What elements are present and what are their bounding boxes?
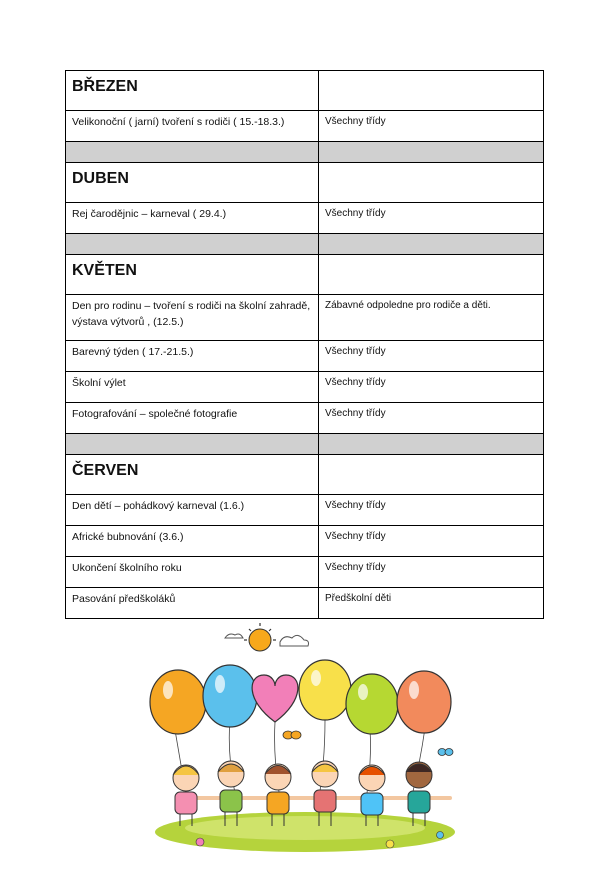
table-row [66, 495, 544, 526]
table-row [66, 111, 544, 142]
balloon-icon [397, 671, 451, 733]
event-description: Rej čarodějnic – karneval ( 29.4.) [66, 203, 319, 234]
event-description: Den dětí – pohádkový karneval (1.6.) [66, 495, 319, 526]
month-empty-cell [319, 163, 544, 203]
event-description: Den pro rodinu – tvoření s rodiči na školní zahradě, výstava výtvorů , (12.5.) [66, 295, 319, 341]
table-row [66, 341, 544, 372]
cloud-icon [225, 634, 243, 638]
event-audience: Všechny třídy [319, 372, 544, 403]
heart-balloon-icon [252, 675, 298, 722]
table-row [66, 403, 544, 434]
cloud-icon [280, 635, 309, 646]
event-audience: Zábavné odpoledne pro rodiče a děti. [319, 295, 544, 341]
month-empty-cell [319, 71, 544, 111]
table-row [66, 295, 544, 341]
butterfly-icon [438, 749, 453, 756]
month-row-june [66, 455, 544, 495]
event-audience: Všechny třídy [319, 403, 544, 434]
month-row-april [66, 163, 544, 203]
sun-icon [244, 623, 276, 651]
event-audience: Všechny třídy [319, 557, 544, 588]
table-row [66, 557, 544, 588]
event-description: Fotografování – společné fotografie [66, 403, 319, 434]
table-row [66, 203, 544, 234]
butterfly-icon [283, 731, 301, 739]
month-title: BŘEZEN [66, 71, 319, 111]
month-empty-cell [319, 255, 544, 295]
balloon-icon [203, 665, 257, 727]
event-audience: Předškolní děti [319, 588, 544, 619]
event-audience: Všechny třídy [319, 341, 544, 372]
month-title: KVĚTEN [66, 255, 319, 295]
month-title: ČERVEN [66, 455, 319, 495]
month-title: DUBEN [66, 163, 319, 203]
separator-row [66, 142, 544, 163]
month-row-march [66, 71, 544, 111]
event-description: Pasování předškoláků [66, 588, 319, 619]
event-description: Školní výlet [66, 372, 319, 403]
event-description: Velikonoční ( jarní) tvoření s rodiči ( 15.-18.3.) [66, 111, 319, 142]
event-description: Africké bubnování (3.6.) [66, 526, 319, 557]
event-audience: Všechny třídy [319, 111, 544, 142]
month-empty-cell [319, 455, 544, 495]
event-audience: Všechny třídy [319, 495, 544, 526]
month-row-may [66, 255, 544, 295]
balloon-icon [150, 670, 206, 734]
table-row [66, 372, 544, 403]
balloon-icon [346, 674, 398, 734]
table-row [66, 526, 544, 557]
event-description: Barevný týden ( 17.-21.5.) [66, 341, 319, 372]
event-audience: Všechny třídy [319, 526, 544, 557]
schedule-table [65, 70, 544, 619]
event-audience: Všechny třídy [319, 203, 544, 234]
event-description: Ukončení školního roku [66, 557, 319, 588]
kids-with-balloons-illustration [140, 620, 470, 855]
separator-row [66, 234, 544, 255]
separator-row [66, 434, 544, 455]
balloon-icon [299, 660, 351, 720]
table-row [66, 588, 544, 619]
